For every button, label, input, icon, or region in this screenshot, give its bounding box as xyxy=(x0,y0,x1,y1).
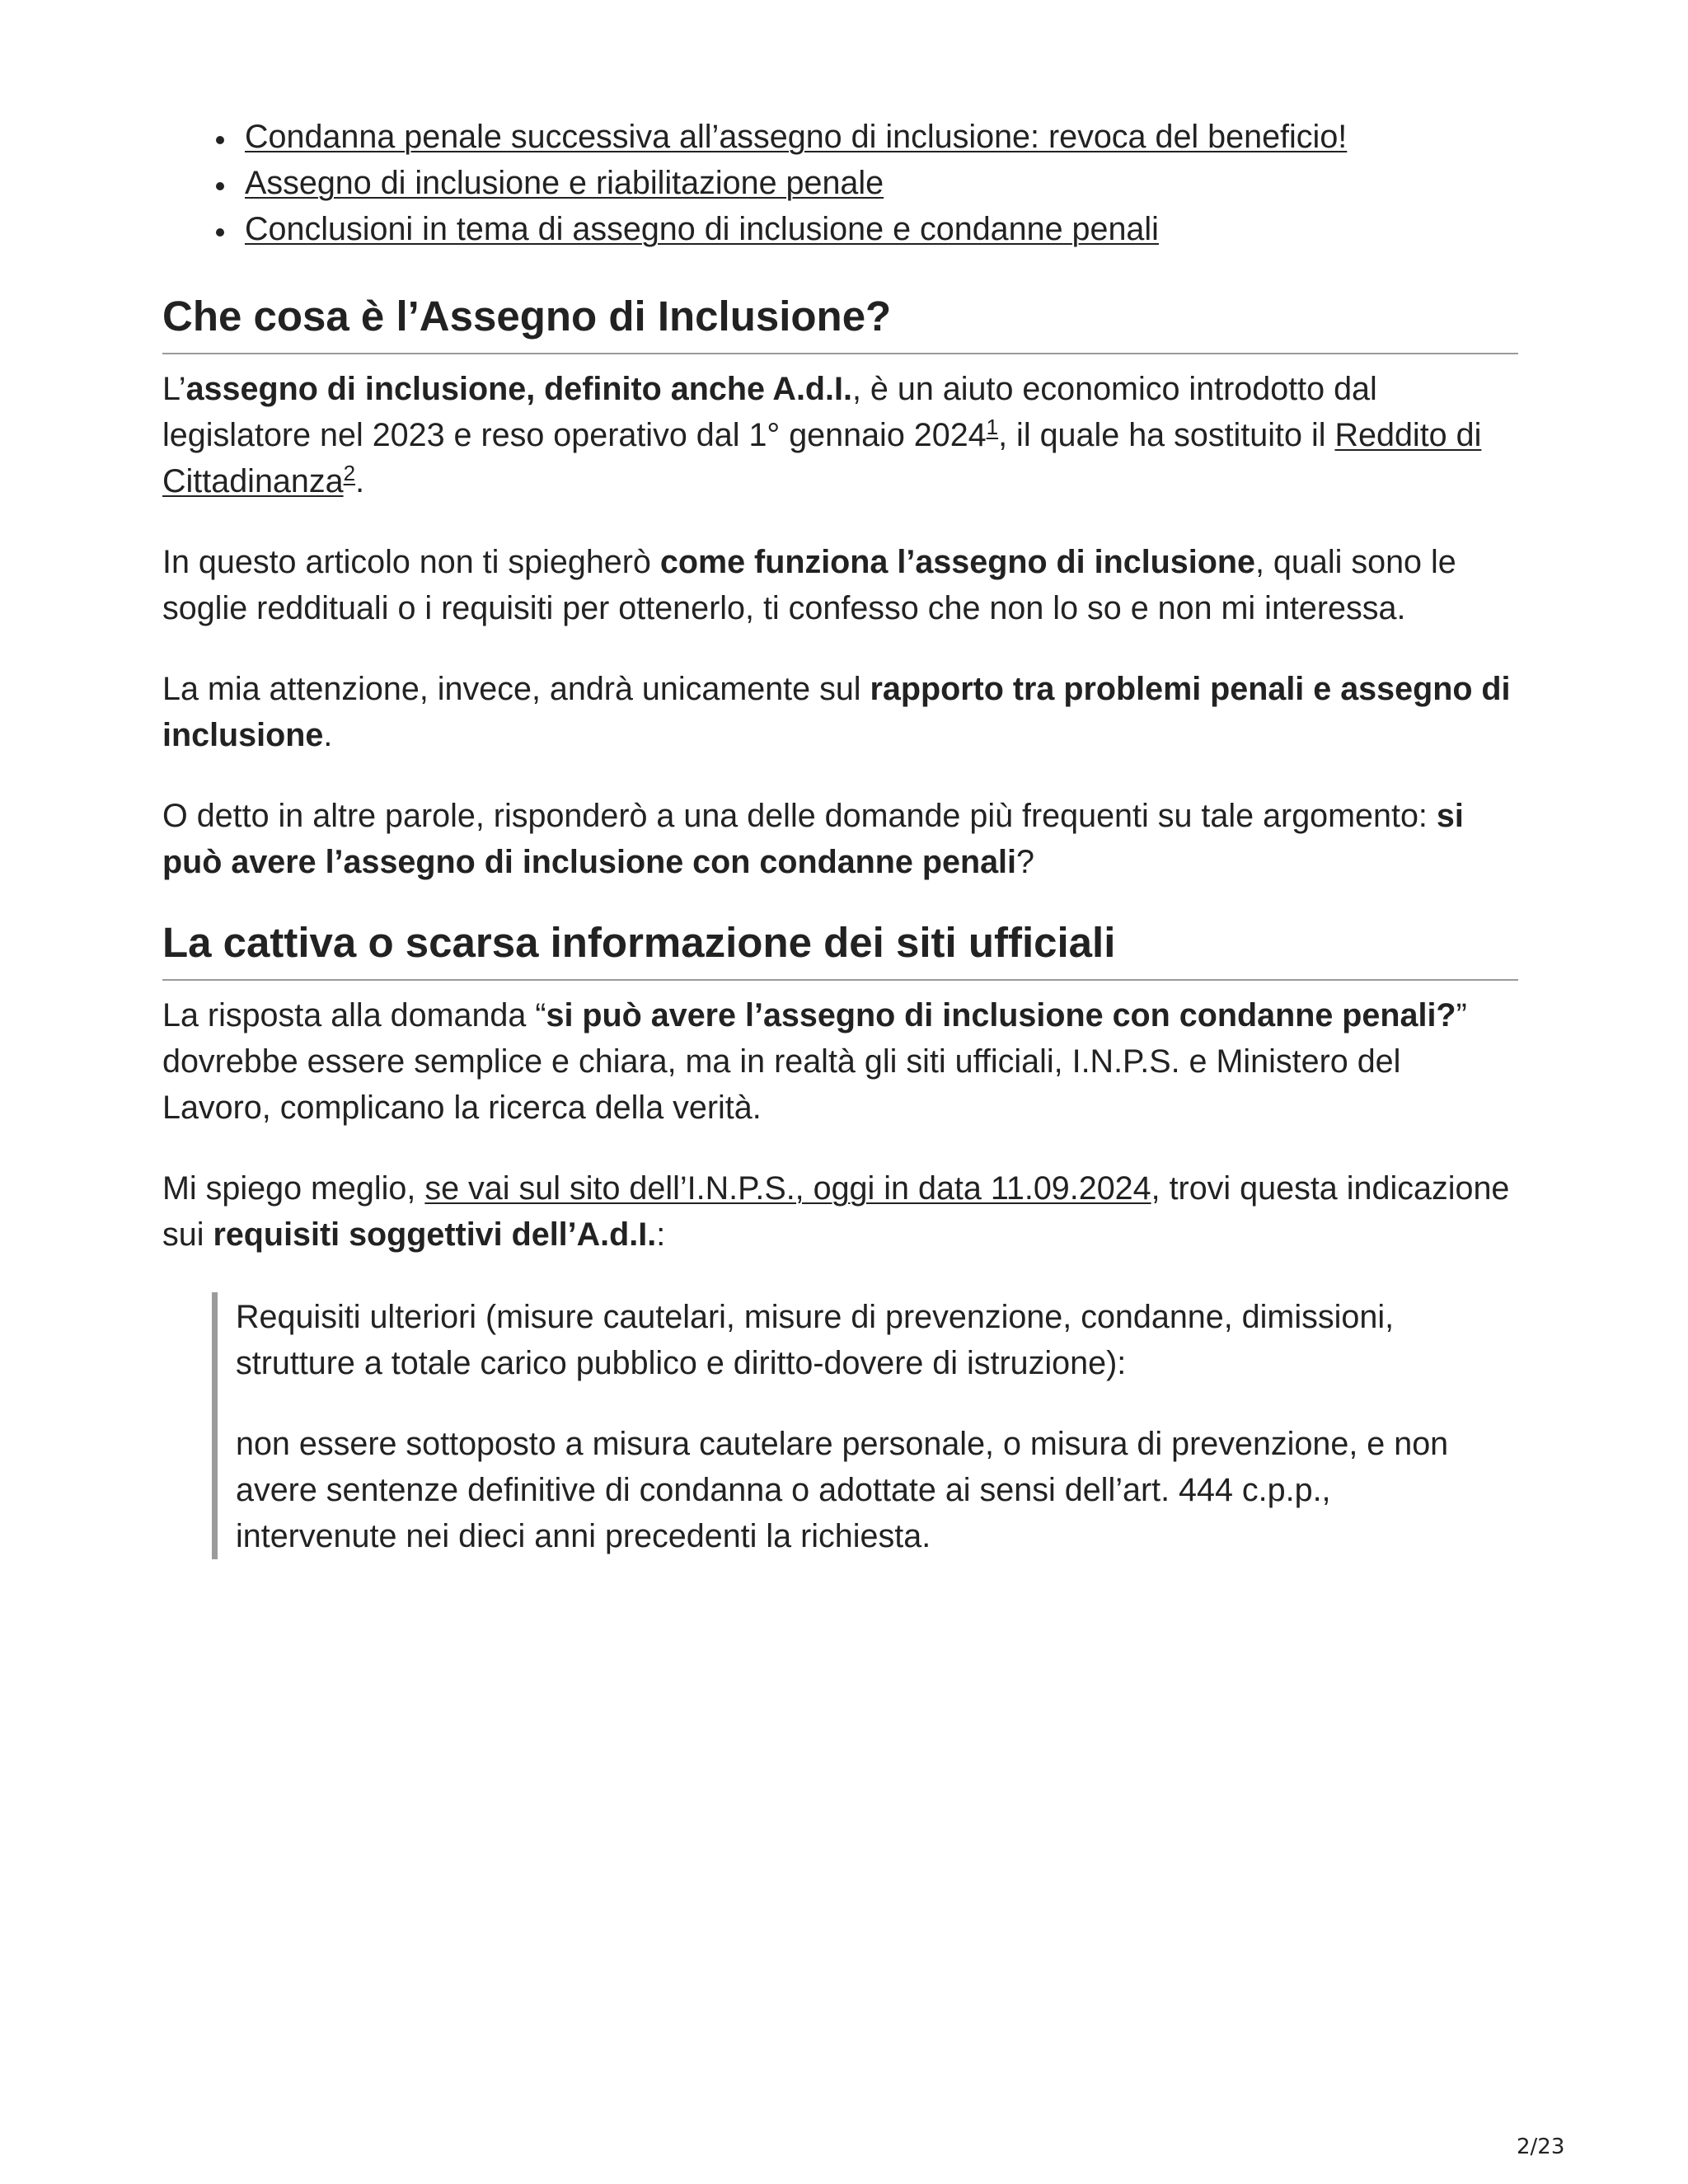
paragraph-inps: Mi spiego meglio, se vai sul sito dell’I.N.P.S., oggi in data 11.09.2024, trovi questa indicazione sui requisiti soggettivi dell’A.d.I.: xyxy=(162,1170,1510,1253)
footnote-2-link[interactable]: 2 xyxy=(343,461,356,485)
page-number: 2/23 xyxy=(1517,2135,1565,2159)
paragraph-definition: L’assegno di inclusione, definito anche A.d.I., è un aiuto economico introdotto dal legislatore nel 2023 e reso operativo dal 1° gennaio 2024$^1$, il quale ha sostituito il Reddito di Cittadinanza$^2$. xyxy=(162,371,1482,499)
paragraph-question: O detto in altre parole, risponderò a una delle domande più frequenti su tale argomento: si può avere l’assegno di inclusione con condanne penali? xyxy=(162,798,1464,880)
quote-paragraph: Requisiti ulteriori (misure cautelari, misure di prevenzione, condanne, dimissioni, strutture a totale carico pubblico e diritto-dovere di istruzione): xyxy=(236,1299,1395,1381)
toc-link-conclusioni[interactable]: Conclusioni in tema di assegno di inclusione e condanne penali xyxy=(245,211,1159,247)
paragraph-focus: La mia attenzione, invece, andrà unicamente sul rapporto tra problemi penali e assegno di inclusione. xyxy=(162,671,1511,753)
inps-site-link[interactable]: se vai sul sito dell’I.N.P.S., oggi in data 11.09.2024 xyxy=(424,1170,1151,1207)
toc-link-revoca[interactable]: Condanna penale successiva all’assegno di inclusione: revoca del beneficio! xyxy=(245,119,1348,155)
toc-item xyxy=(245,160,1518,206)
quote-paragraph: non essere sottoposto a misura cautelare personale, o misura di prevenzione, e non avere sentenze definitive di condanna o adottate ai sensi dell’art. 444 c.p.p., intervenute nei dieci anni precedenti la richiesta. xyxy=(236,1426,1449,1554)
paragraph-scope: In questo articolo non ti spiegherò come funziona l’assegno di inclusione, quali sono le soglie reddituali o i requisiti per ottenerlo, ti confesso che non lo so e non mi interessa. xyxy=(162,544,1456,626)
toc-item xyxy=(245,114,1518,160)
footnote-1-link[interactable]: 1 xyxy=(986,415,999,439)
toc-item xyxy=(245,206,1518,252)
table-of-contents xyxy=(162,114,1518,252)
paragraph-answer: La risposta alla domanda “si può avere l’assegno di inclusione con condanne penali?” dovrebbe essere semplice e chiara, ma in realtà gli siti ufficiali, I.N.P.S. e Ministero del Lavoro, complicano la ricerca della verità. xyxy=(162,997,1467,1126)
section-heading-assegno: Che cosa è l’Assegno di Inclusione? xyxy=(162,290,1518,354)
section-heading-informazione: La cattiva o scarsa informazione dei siti ufficiali xyxy=(162,916,1518,981)
inps-quote xyxy=(212,1292,1489,1559)
toc-link-riabilitazione[interactable]: Assegno di inclusione e riabilitazione penale xyxy=(245,165,884,201)
article-body xyxy=(162,114,1518,1559)
reddito-di-cittadinanza-link[interactable]: Reddito di Cittadinanza xyxy=(162,417,1482,499)
